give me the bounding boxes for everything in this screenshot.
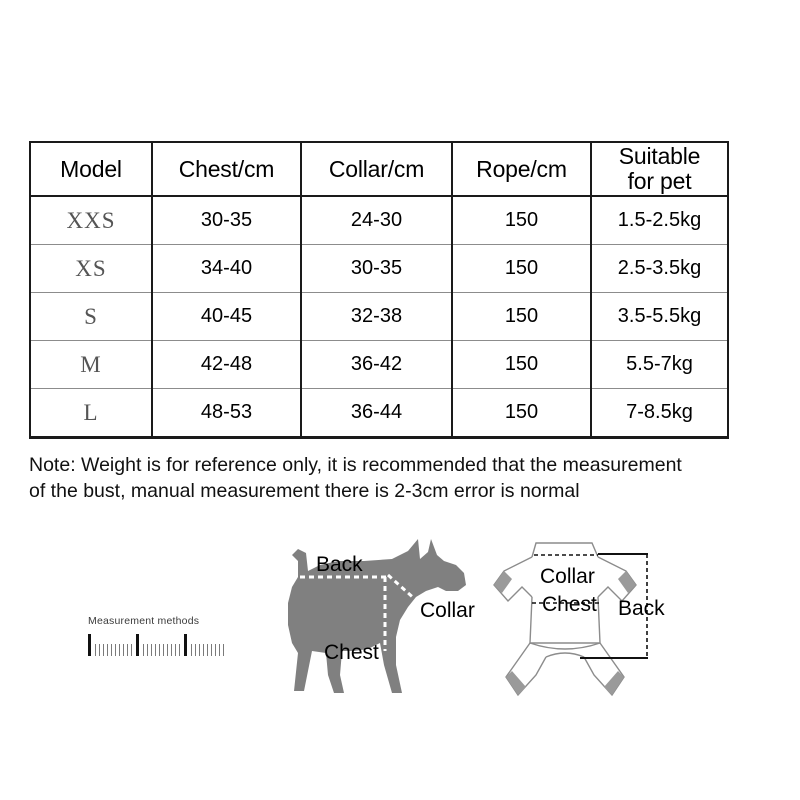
note-line-2: of the bust, manual measurement there is 2-3cm error is normal — [29, 480, 580, 502]
illustration-band — [0, 525, 800, 725]
cell-model: S — [31, 293, 153, 341]
cell-pet: 7-8.5kg — [591, 389, 728, 438]
cell-chest: 40-45 — [152, 293, 301, 341]
garment-hem — [530, 643, 600, 649]
header-suitable-for-pet — [591, 143, 728, 197]
cell-chest: 48-53 — [152, 389, 301, 438]
ruler-icon — [88, 634, 228, 656]
table-row — [31, 293, 728, 341]
cell-model: XXS — [31, 196, 153, 245]
dog-label-back: Back — [316, 553, 363, 576]
table-header-row — [31, 143, 728, 197]
garment-cuff-shading — [494, 571, 636, 695]
cell-collar: 30-35 — [301, 245, 452, 293]
measurement-methods-label: Measurement methods — [88, 615, 200, 627]
cell-rope: 150 — [452, 293, 591, 341]
header-collar: Collar/cm — [301, 143, 452, 197]
cell-pet: 2.5-3.5kg — [591, 245, 728, 293]
cell-model: M — [31, 341, 153, 389]
table-row — [31, 389, 728, 438]
dog-measurement-diagram — [268, 525, 478, 715]
cell-chest: 30-35 — [152, 196, 301, 245]
garment-label-back: Back — [618, 597, 665, 620]
cell-collar: 24-30 — [301, 196, 452, 245]
garment-measurement-diagram — [488, 525, 688, 715]
size-chart-table — [30, 142, 728, 438]
garment-right-leg — [584, 643, 624, 695]
header-suitable-line2: for pet — [627, 168, 692, 194]
cell-rope: 150 — [452, 245, 591, 293]
header-chest: Chest/cm — [152, 143, 301, 197]
table-row — [31, 341, 728, 389]
cell-collar: 36-42 — [301, 341, 452, 389]
cell-model: L — [31, 389, 153, 438]
garment-label-chest: Chest — [542, 593, 597, 616]
cell-chest: 34-40 — [152, 245, 301, 293]
note-line-1: Note: Weight is for reference only, it is recommended that the measurement — [29, 454, 682, 476]
cell-pet: 5.5-7kg — [591, 341, 728, 389]
table-row — [31, 196, 728, 245]
cell-chest: 42-48 — [152, 341, 301, 389]
cell-collar: 36-44 — [301, 389, 452, 438]
cell-model: XS — [31, 245, 153, 293]
cell-rope: 150 — [452, 341, 591, 389]
garment-crotch — [546, 653, 584, 657]
cell-collar: 32-38 — [301, 293, 452, 341]
header-model: Model — [31, 143, 153, 197]
garment-label-collar: Collar — [540, 565, 595, 588]
dog-label-chest: Chest — [324, 641, 379, 664]
garment-left-leg — [506, 643, 546, 695]
table-row — [31, 245, 728, 293]
measurement-methods-block — [88, 615, 238, 656]
cell-rope: 150 — [452, 389, 591, 438]
measurement-note — [29, 452, 775, 504]
cell-pet: 3.5-5.5kg — [591, 293, 728, 341]
cell-rope: 150 — [452, 196, 591, 245]
dog-label-collar: Collar — [420, 599, 475, 622]
header-suitable-line1: Suitable — [618, 143, 701, 170]
header-rope: Rope/cm — [452, 143, 591, 197]
cell-pet: 1.5-2.5kg — [591, 196, 728, 245]
